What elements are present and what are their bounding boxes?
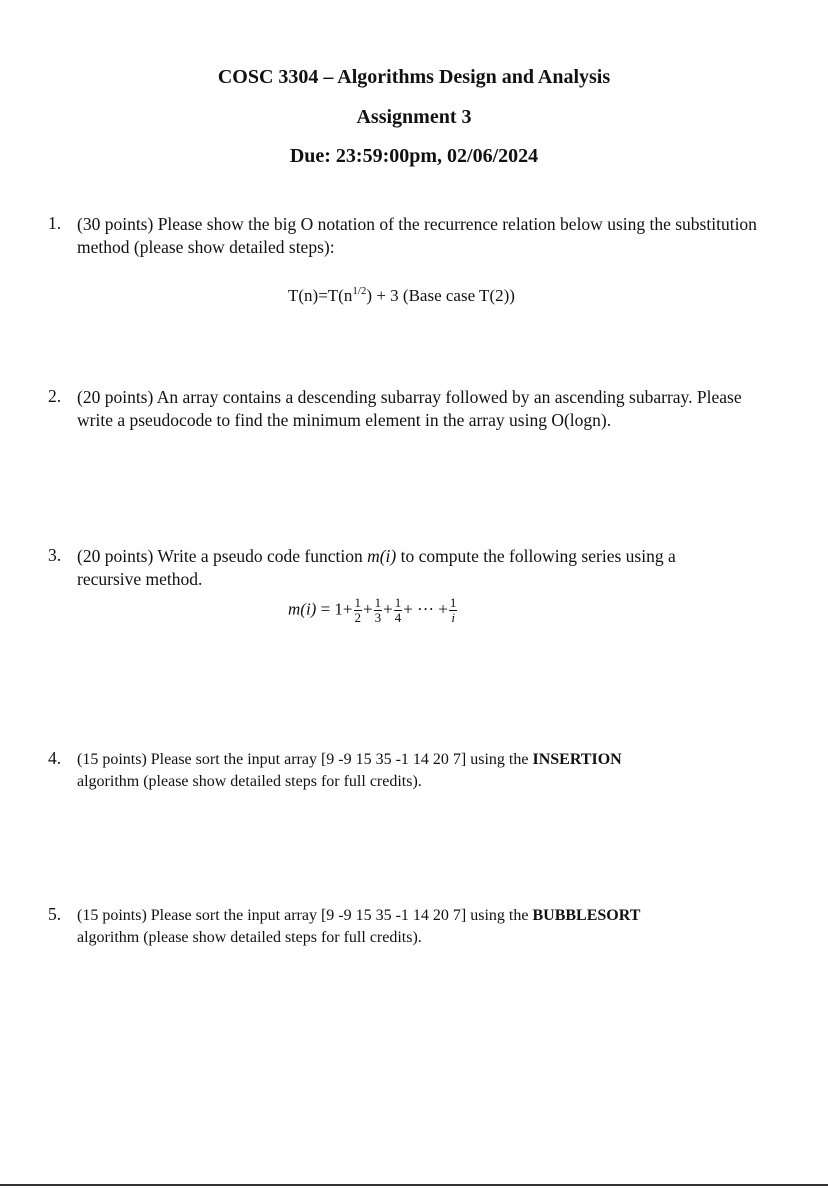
series-plus: + [383,599,393,619]
series-fraction-3 [394,596,403,625]
series-plus: + [363,599,373,619]
fraction-numerator: 1 [449,595,457,610]
series-fraction-last [449,596,458,625]
question-5-text [77,905,697,949]
fraction-numerator: 1 [394,595,402,610]
q5-algorithm: BUBBLESORT [532,907,641,924]
q5-text-before: (15 points) Please sort the input array [9 -9 15 35 -1 14 20 7] using the [77,907,533,924]
q3-function-name: m(i) [367,546,397,566]
question-2-number: 2. [48,386,62,406]
fraction-denominator: 4 [394,610,402,625]
series-equals: = 1+ [320,599,353,619]
page-bottom-border [0,1184,828,1186]
fraction-denominator: 3 [374,610,382,625]
q4-text-before: (15 points) Please sort the input array [9 -9 15 35 -1 14 20 7] using the [77,751,533,768]
question-3-number: 3. [48,545,62,565]
question-3-text [77,545,727,591]
series-lhs: m(i) [288,599,317,619]
assignment-title: Assignment 3 [356,106,472,128]
question-1-formula [288,286,515,306]
due-date: Due: 23:59:00pm, 02/06/2024 [289,145,539,167]
question-3-formula [288,596,458,625]
question-5-number: 5. [48,904,62,924]
fraction-denominator: i [451,610,455,625]
question-4-text [77,749,677,793]
formula-exponent: 1/2 [352,285,367,297]
q4-text-after: algorithm (please show detailed steps for full credits). [77,773,422,790]
fraction-numerator: 1 [354,595,362,610]
question-4-number: 4. [48,748,62,768]
q5-text-after: algorithm (please show detailed steps for full credits). [77,929,422,946]
series-ellipsis: + ··· + [403,599,448,619]
q3-text-before: (20 points) Write a pseudo code function [77,546,368,566]
series-fraction-2 [374,596,383,625]
question-1-text: (30 points) Please show the big O notation of the recurrence relation below using the substitution method (please show detailed steps): [77,214,757,257]
formula-prefix: T(n)=T(n [288,286,353,305]
question-1-number: 1. [48,213,62,233]
question-2-text: (20 points) An array contains a descending subarray followed by an ascending subarray. Please write a pseudocode to find the minimum element in the array using O(logn). [77,387,742,430]
course-title: COSC 3304 – Algorithms Design and Analysis [217,66,611,88]
series-fraction-1 [354,596,363,625]
q3-text-after: to compute the following series using a recursive method. [77,546,676,589]
formula-suffix: ) + 3 (Base case T(2)) [366,286,515,305]
fraction-denominator: 2 [354,610,362,625]
fraction-numerator: 1 [374,595,382,610]
q4-algorithm: INSERTION [532,751,622,768]
